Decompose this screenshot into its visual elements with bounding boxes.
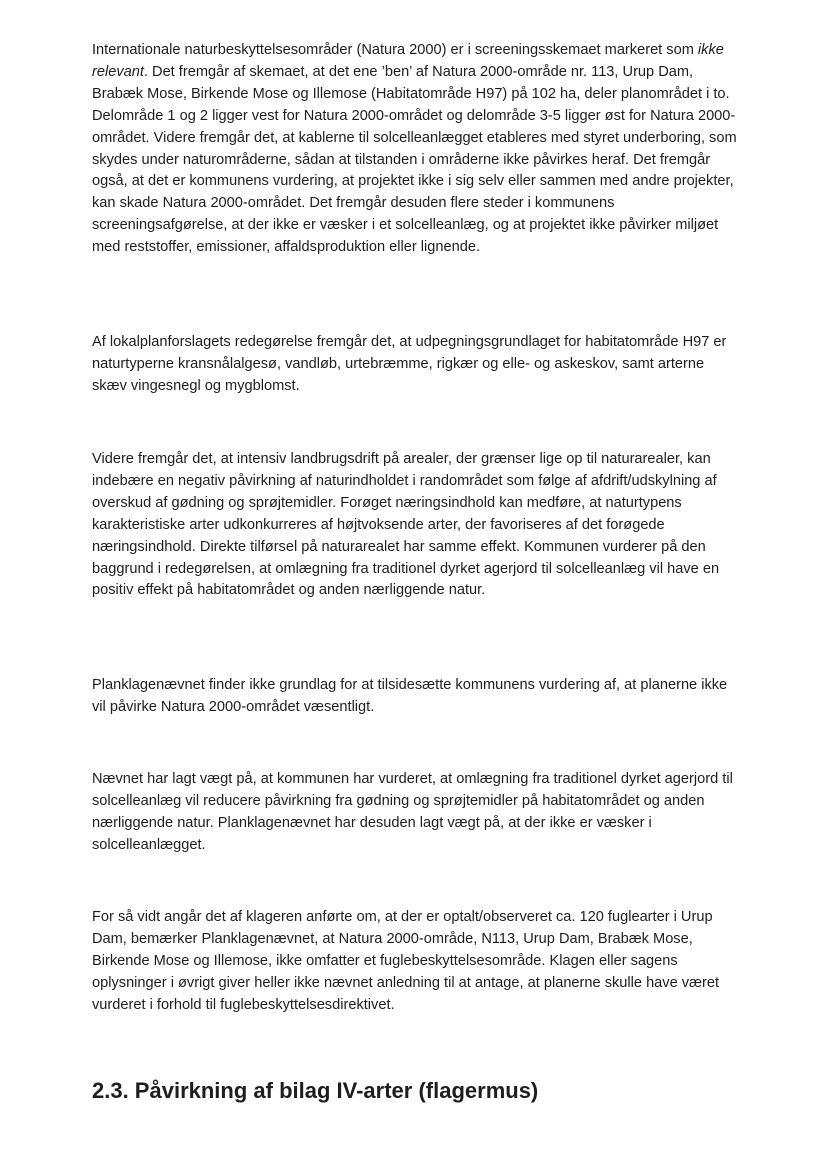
paragraph-agriculture-impact: Videre fremgår det, at intensiv landbrugsdrift på arealer, der grænser lige op til naturarealer, kan indebære en negativ påvirkning af naturindholdet i randområdet som følge af afdrift/udskylning af overskud af gødning og sprøjtemidler. Forøget næringsindhold kan medføre, at naturtypens karakteristiske arter udkonkurreres af højtvoksende arter, der favoriseres af det forøgede næringsindhold. Direkte tilførsel på naturarealet har samme effekt. Kommunen vurderer på den baggrund i redegørelsen, at omlægning fra traditionel dyrket agerjord til solcelleanlæg vil have en positiv effekt på habitatområdet og anden nærliggende natur. — [92, 451, 720, 599]
paragraph-screening-intro: Internationale naturbeskyttelsesområder (Natura 2000) er i screeningsskemaet markeret som — [92, 42, 698, 58]
paragraph-screening-body: . Det fremgår af skemaet, at det ene ’ben’ af Natura 2000-område nr. 113, Urup Dam, Brabæk Mose, Birkende Mose og Illemose (Habitatområde H97) på 102 ha, deler planområdet i to. Delområde 1 og 2 ligger vest for Natura 2000-området og delområde 3-5 ligger øst for Natura 2000-området. Videre fremgår det, at kablerne til solcelleanlægget etableres med styret underboring, som skydes under naturområderne, sådan at tilstanden i områderne ikke påvirkes heraf. Det fremgår også, at det er kommunens vurdering, at projektet ikke i sig selv eller sammen med andre projekter, kan skade Natura 2000-området. Det fremgår desuden flere steder i kommunens screeningsafgørelse, at der ikke er væsker i et solcelleanlæg, og at projektet ikke påvirker miljøet med reststoffer, emissioner, affaldsproduktion eller lignende. — [92, 63, 737, 256]
paragraph-screening-emphasis: ikke relevant — [92, 42, 724, 80]
paragraph-board-emphasis: Nævnet har lagt vægt på, at kommunen har vurderet, at omlægning fra traditionel dyrket agerjord til solcelleanlæg vil reducere påvirkning fra gødning og sprøjtemidler på habitatområdet og anden nærliggende natur. Planklagenævnet har desuden lagt vægt på, at der ikke er væsker i solcelleanlægget. — [92, 771, 733, 853]
paragraph-designation-basis: Af lokalplanforslagets redegørelse fremgår det, at udpegningsgrundlaget for habitatområde H97 er naturtyperne kransnålalgesø, vandløb, urtebræmme, rigkær og elle- og askeskov, samt arterne skæv vingesnegl og mygblomst. — [92, 334, 727, 394]
paragraph-bird-species: For så vidt angår det af klageren anførte om, at der er optalt/observeret ca. 120 fuglearter i Urup Dam, bemærker Planklagenævnet, at Natura 2000-område, N113, Urup Dam, Brabæk Mose, Birkende Mose og Illemose, ikke omfatter et fuglebeskyttelsesområde. Klagen eller sagens oplysninger i øvrigt giver heller ikke nævnet anledning til at antage, at planerne skulle have været vurderet i forhold til fuglebeskyttelsesdirektivet. — [92, 909, 720, 1013]
paragraph-screening — [92, 40, 742, 259]
paragraph-board-finding: Planklagenævnet finder ikke grundlag for at tilsidesætte kommunens vurdering af, at planerne ikke vil påvirke Natura 2000-området væsentligt. — [92, 677, 728, 715]
section-heading: 2.3. Påvirkning af bilag IV-arter (flagermus) — [92, 1078, 539, 1103]
